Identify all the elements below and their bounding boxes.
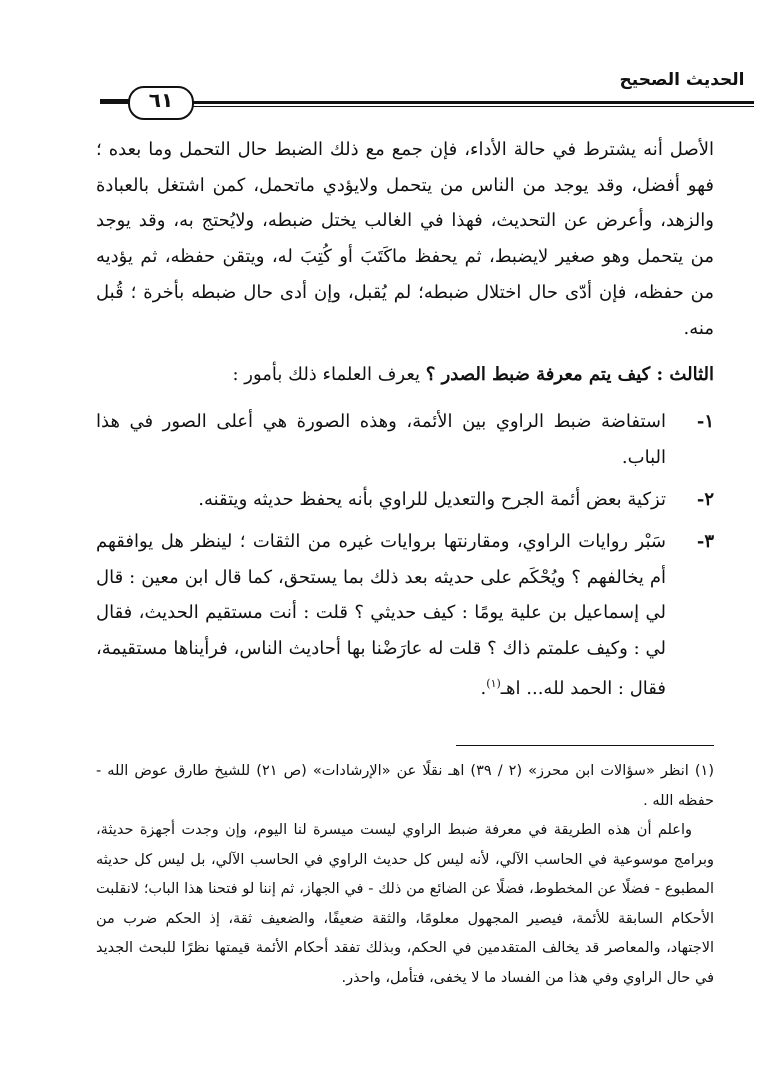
section-question-bold: الثالث : كيف يتم معرفة ضبط الصدر ؟	[425, 364, 714, 385]
list-item	[96, 482, 714, 518]
list-item	[96, 404, 714, 475]
list-item-text-body: سَبْر روايات الراوي، ومقارنتها بروايات غيره من الثقات ؛ لينظر هل يوافقهم أم يخالفهم ؟ ويُحْكَم على حديثه بعد ذلك بما يستحق، كما قال ابن معين : قال لي إسماعيل بن علية يومًا : كيف حديثي ؟ قلت : أنت مستقيم الحديث، فقال لي : وكيف علمتم ذاك ؟ قلت له عارَضْنا بها أحاديث الناس، فرأيناها مستقيمة، فقال : الحمد لله... اهـ	[96, 531, 666, 699]
list-item-text: استفاضة ضبط الراوي بين الأئمة، وهذه الصورة هي أعلى الصور في هذا الباب.	[96, 411, 666, 468]
list-item-number: ٣-	[696, 531, 714, 552]
running-title: الحديث الصحيح	[619, 70, 745, 90]
list-item-text: تزكية بعض أئمة الجرح والتعديل للراوي بأنه يحفظ حديثه ويتقنه.	[198, 489, 666, 510]
page-number: ٦١	[148, 88, 174, 112]
list-item	[96, 524, 714, 707]
footnote-1: (١) انظر «سؤالات ابن محرز» (٢ / ٣٩) اهـ نقلًا عن «الإرشادات» (ص ٢١) للشيخ طارق عوض الله - حفظه الله .	[96, 763, 715, 809]
footnote-note: واعلم أن هذه الطريقة في معرفة ضبط الراوي ليست ميسرة لنا اليوم، وإن وجدت أجهزة حديثة، وبرامج موسوعية في الحاسب الآلي، لأنه ليس كل حديث الراوي في الحاسب الآلي، بل ليس كل حديثه المطبوع - فضلًا عن المخطوط، فضلًا عن الضائع من ذلك - في الجهاز، ثم إننا لو فتحنا هذا الباب؛ لانقلبت الأحكام السابقة للأئمة، فيصير المجهول معلومًا، والثقة ضعيفًا، والضعيف ثقة، إذ الحكم ضرب من الاجتهاد، والمعاصر قد يخالف المتقدمين في الحكم، وبذلك تفقد أحكام الأئمة قيمتها نظرًا للبحث الجديد في حال الراوي وفي هذا من الفساد ما لا يخفى، فتأمل، واحذر.	[96, 822, 714, 986]
list-item-text	[96, 524, 666, 707]
sentence-end: .	[480, 678, 487, 699]
footnote-separator	[456, 745, 714, 746]
footnote-reference[interactable]: (١)	[486, 677, 501, 690]
section-question-rest: يعرف العلماء ذلك بأمور :	[232, 364, 426, 385]
body-paragraph: الأصل أنه يشترط في حالة الأداء، فإن جمع مع ذلك الضبط حال التحمل وما بعده ؛ فهو أفضل، وقد يوجد من الناس من يتحمل ولايؤدي ماتحمل، كمن اشتغل بالعبادة والزهد، وأعرض عن التحديث، فهذا في الغالب يختل ضبطه، ولايُحتج به، وقد يوجد من يتحمل وهو صغير لايضبط، ثم يحفظ ماكَتَبَ أو كُتِبَ له، ويتقن حفظه، ثم يؤديه من حفظه، فإن أدّى حال اختلال ضبطه؛ لم يُقبل، وإن أدى حال ضبطه بأخرة ؛ قُبل منه.	[96, 139, 714, 339]
list-item-number: ٢-	[696, 489, 714, 510]
header-rule-thin	[186, 106, 754, 107]
section-question	[96, 357, 714, 393]
header-rule	[186, 101, 754, 104]
list-item-number: ١-	[696, 411, 714, 432]
